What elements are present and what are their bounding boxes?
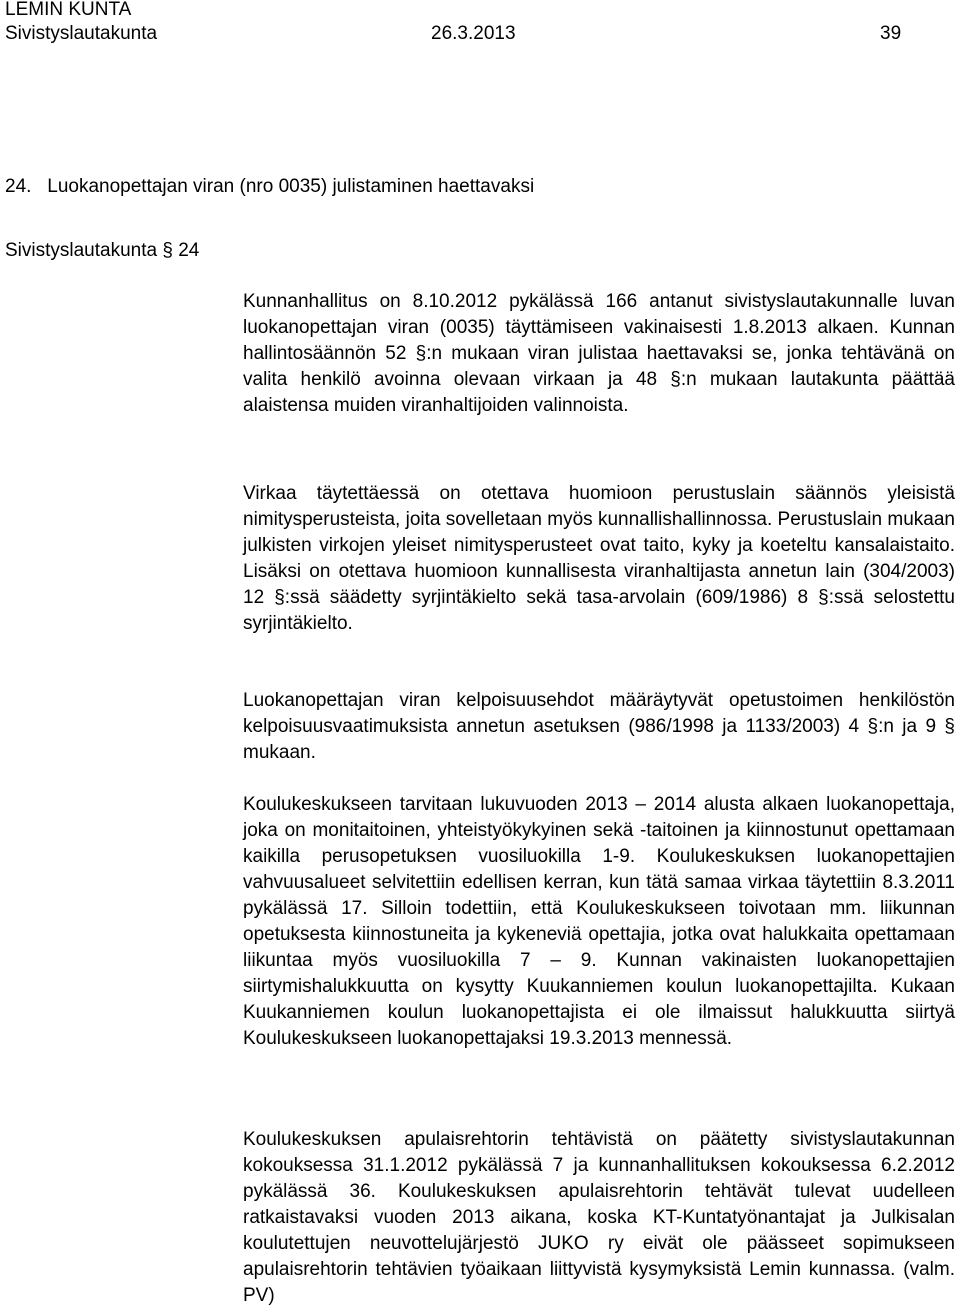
paragraph-appointment-basis — [243, 289, 955, 419]
paragraph-vice-principal — [243, 1127, 955, 1309]
paragraph-text: Koulukeskukseen tarvitaan lukuvuoden 2013 – 2014 alusta alkaen luokanopettaja, joka on monitaitoinen, yhteistyökykyinen sekä -taitoinen ja kiinnostunut opettamaan kaikilla perusopetuksen vuosiluokilla 1-9. Koulukeskuksen luokanopettajien vahvuusalueet selvitettiin edellisen kerran, kun tätä samaa virkaa täytettiin 8.3.2011 pykälässä 17. Silloin todettiin, että Koulukeskukseen toivotaan mm. liikunnan opetuksesta kiinnostuneita ja kykeneviä opettajia, jotka ovat halukkaita opettamaan liikuntaa myös vuosiluokilla 7 – 9. Kunnan vakinaisten luokanopettajien siirtymishalukkuutta on kysytty Kuukanniemen koulun luokanopettajilta. Kukaan Kuukanniemen koulun luokanopettajista ei ole ilmaissut halukkuutta siirtyä Koulukeskukseen luokanopettajaksi 19.3.2013 mennessä. — [243, 794, 955, 1049]
paragraph-constitution — [243, 481, 955, 637]
section-title: 24. Luokanopettajan viran (nro 0035) julistaminen haettavaksi — [5, 176, 535, 197]
header-date: 26.3.2013 — [431, 23, 516, 44]
paragraph-text: Luokanopettajan viran kelpoisuusehdot määräytyvät opetustoimen henkilöstön kelpoisuusvaatimuksista annetun asetuksen (986/1998 ja 1133/2003) 4 §:n ja 9 § mukaan. — [243, 690, 955, 763]
header-organization: LEMIN KUNTA — [5, 0, 132, 20]
board-reference: Sivistyslautakunta § 24 — [5, 240, 200, 261]
paragraph-text: Virkaa täytettäessä on otettava huomioon perustuslain säännös yleisistä nimitysperusteista, joita sovelletaan myös kunnallishallinnossa. Perustuslain mukaan julkisten virkojen yleiset nimitysperusteet ovat taito, kyky ja koeteltu kansalaistaito. Lisäksi on otettava huomioon kunnallisesta viranhaltijasta annetun lain (304/2003) 12 §:ssä säädetty syrjintäkielto sekä tasa-arvolain (609/1986) 8 §:ssä selostettu syrjintäkielto. — [243, 483, 955, 634]
paragraph-qualifications — [243, 688, 955, 766]
header-page-number: 39 — [880, 23, 902, 44]
header-board-name: Sivistyslautakunta — [5, 23, 158, 44]
paragraph-text: Koulukeskuksen apulaisrehtorin tehtävistä on päätetty sivistyslautakunnan kokouksessa 31.1.2012 pykälässä 7 ja kunnanhallituksen kokouksessa 6.2.2012 pykälässä 36. Koulukeskuksen apulaisrehtorin tehtävät tulevat uudelleen ratkaistavaksi vuoden 2013 aikana, koska KT-Kuntatyönantajat ja Julkisalan koulutettujen neuvottelujärjestö JUKO ry eivät ole päässeet sopimukseen apulaisrehtorin tehtävien työaikaan liittyvistä kysymyksistä Lemin kunnassa. (valm. PV) — [243, 1129, 955, 1306]
paragraph-text: Kunnanhallitus on 8.10.2012 pykälässä 166 antanut sivistyslautakunnalle luvan luokanopettajan viran (0035) täyttämiseen vakinaisesti 1.8.2013 alkaen. Kunnan hallintosäännön 52 §:n mukaan viran julistaa haettavaksi se, jonka tehtävänä on valita henkilö avoinna olevaan virkaan ja 48 §:n mukaan lautakunta päättää alaistensa muiden viranhaltijoiden valinnoista. — [243, 291, 955, 416]
paragraph-school-needs — [243, 792, 955, 1052]
